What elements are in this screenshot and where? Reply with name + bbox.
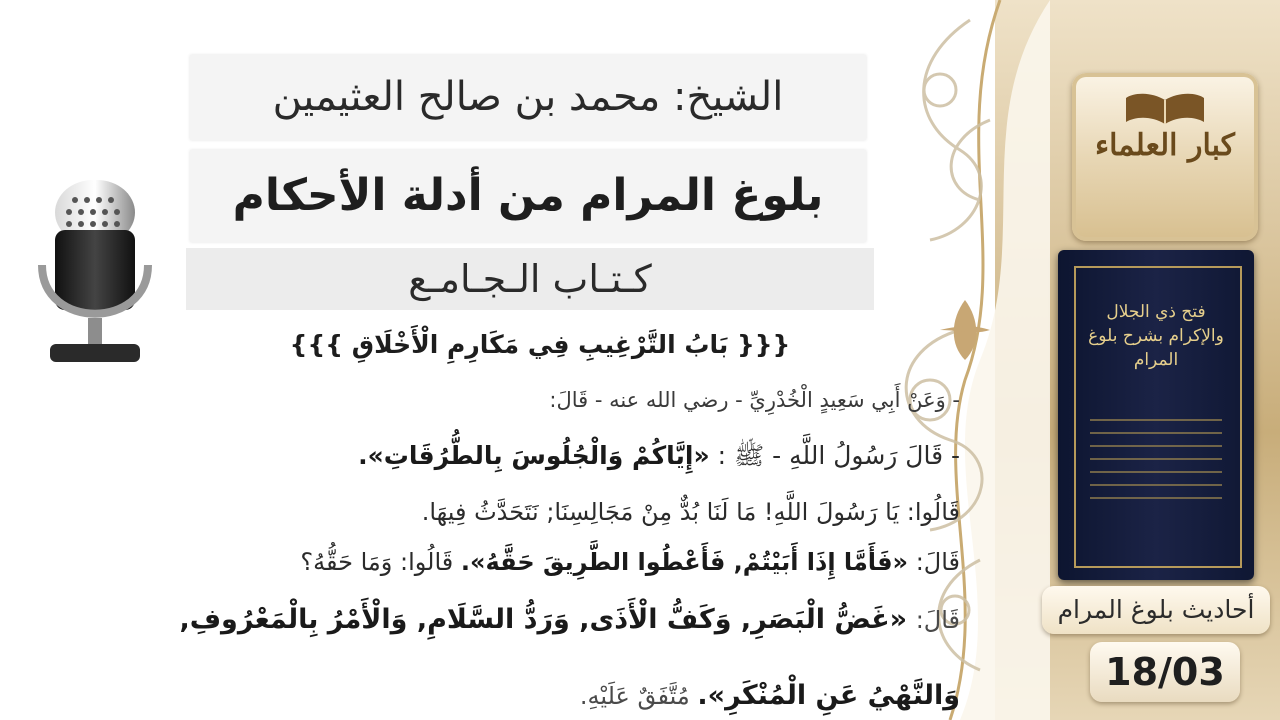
- hadith-line-6: [580, 680, 960, 711]
- episode-number: 18/03: [1090, 642, 1240, 702]
- book-title: بلوغ المرام من أدلة الأحكام: [190, 150, 866, 242]
- section-heading: {{{ بَابُ التَّرْغِيبِ فِي مَكَارِمِ الْأَخْلَاقِ }}}: [289, 330, 791, 359]
- hadith-line-2-quote: «إِيَّاكُمْ وَالْجُلُوسَ بِالطُّرُقَاتِ».: [358, 441, 710, 470]
- hadith-line-5-quote: «غَضُّ الْبَصَرِ, وَكَفُّ الْأَذَى, وَرَدُّ السَّلَامِ, وَالْأَمْرُ بِالْمَعْرُوفِ,: [179, 604, 908, 635]
- hadith-line-5: [179, 604, 960, 635]
- open-book-icon: [1120, 88, 1210, 128]
- hadith-line-4-suffix: قَالُوا: وَمَا حَقُّهُ؟: [300, 548, 454, 576]
- hadith-line-4: [300, 548, 960, 576]
- series-label: أحاديث بلوغ المرام: [1042, 586, 1270, 634]
- hadith-line-6-quote: وَالنَّهْيُ عَنِ الْمُنْكَرِ».: [697, 680, 960, 711]
- sheikh-name: الشيخ: محمد بن صالح العثيمين: [190, 55, 866, 140]
- narrator-line: - وَعَنْ أَبِي سَعِيدٍ الْخُدْرِيِّ - رضي الله عنه - قَالَ:: [549, 388, 960, 412]
- hadith-line-4-quote: «فَأَمَّا إِذَا أَبَيْتُمْ, فَأَعْطُوا الطَّرِيقَ حَقَّهُ».: [460, 548, 909, 576]
- hadith-line-3: قَالُوا: يَا رَسُولَ اللَّهِ! مَا لَنَا بُدٌّ مِنْ مَجَالِسِنَا; نَتَحَدَّثُ فِيهَا.: [421, 498, 960, 526]
- hadith-line-4-prefix: قَالَ:: [915, 548, 960, 576]
- hadith-line-6-suffix: مُتَّفَقٌ عَلَيْهِ.: [579, 682, 690, 710]
- book-cover-decoration: [1090, 408, 1222, 510]
- microphone-icon: [20, 170, 170, 370]
- book-cover-title: فتح ذي الجلال والإكرام بشرح بلوغ المرام: [1088, 302, 1224, 370]
- hadith-line-2: [358, 440, 960, 477]
- hadith-line-5-prefix: قَالَ:: [915, 606, 960, 634]
- logo-text: كبار العلماء: [1095, 128, 1235, 163]
- chapter-title: كـتـاب الـجـامـع: [186, 248, 874, 310]
- hadith-line-2-prefix: - قَالَ رَسُولُ اللَّهِ - ﷺ :: [717, 441, 960, 470]
